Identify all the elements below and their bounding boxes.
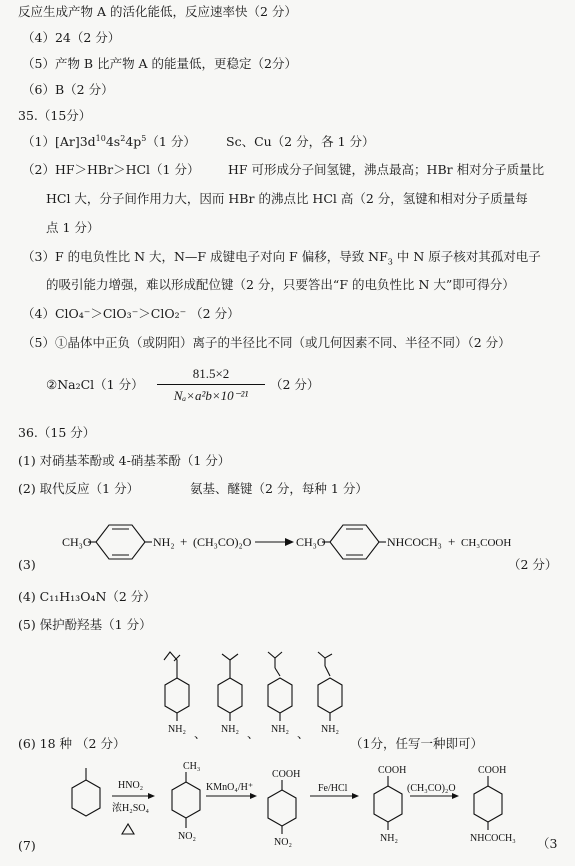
isomer-3 bbox=[268, 652, 292, 735]
answer-35-1: $(1)[Ar]3d^{10}4s^24p^5(1$ 分） bbox=[22, 133, 196, 149]
amino-label: NH₂ bbox=[380, 833, 398, 844]
carboxyl-label: COOH bbox=[272, 769, 301, 780]
reagent-anhydride: (CH₃CO)₂O bbox=[407, 783, 456, 794]
heat-triangle bbox=[122, 824, 134, 834]
product-ring bbox=[474, 786, 502, 822]
reagent-permanganate: KMnO₄/H⁺ bbox=[206, 782, 254, 793]
answer-35-2-order: （2）HF＞HBr＞HCl（1 分） bbox=[22, 162, 200, 177]
arrow-head bbox=[285, 538, 294, 546]
carboxyl-label: COOH bbox=[478, 765, 507, 776]
answer-35-3-cont: 的吸引能力增强，难以形成配位键（2 分，只要答出“F 的电负性比 N 大”即可得分） bbox=[46, 277, 515, 292]
isomer-structures bbox=[150, 648, 370, 748]
benzene-ring bbox=[268, 678, 292, 713]
answer-36-4: (4) C₁₁H₁₃O₄N（2 分） bbox=[18, 589, 156, 604]
aminobenzoic-ring bbox=[374, 786, 402, 822]
answer-6: （6）B（2 分） bbox=[22, 82, 114, 97]
benzene-ring bbox=[96, 525, 145, 559]
nitro-label: NO₂ bbox=[178, 831, 196, 842]
isomer-1 bbox=[164, 652, 189, 735]
product-benzene-ring bbox=[330, 525, 379, 559]
ester-chain bbox=[268, 652, 282, 658]
amino-label: NH₂ bbox=[221, 724, 239, 735]
reaction-3-scheme bbox=[0, 508, 575, 578]
bond bbox=[325, 666, 330, 676]
bond bbox=[275, 668, 280, 676]
benzene-ring bbox=[165, 678, 189, 713]
benzene-ring bbox=[218, 678, 242, 713]
answer-36-7-label: (7) bbox=[18, 838, 36, 853]
answer-5: （5）产物 B 比产物 A 的能量低，更稳定（2分） bbox=[22, 56, 298, 71]
methoxy-label: CH₃O bbox=[62, 535, 92, 549]
nitrotoluene-ring bbox=[172, 782, 200, 818]
ester-chain bbox=[318, 652, 332, 658]
formula-numerator: 81.5×2 bbox=[192, 366, 230, 381]
answer-35-5-2-score: （2 分） bbox=[270, 377, 320, 392]
toluene-ring bbox=[72, 780, 100, 816]
question-35-heading: 35.（15分） bbox=[18, 108, 92, 123]
separator: 、 bbox=[247, 727, 260, 741]
isomer-4 bbox=[318, 652, 342, 735]
answer-35-2-points: 点 1 分） bbox=[46, 220, 100, 235]
carbonyl bbox=[230, 654, 238, 660]
arrow-head bbox=[148, 793, 155, 799]
answer-36-6-score: （1分，任写一种即可） bbox=[350, 736, 483, 751]
answer-35-2-reason: HF 可形成分子间氢键，沸点最高；HBr 相对分子质量比 bbox=[228, 162, 545, 177]
product-methoxy-label: CH₃O bbox=[296, 535, 326, 549]
answer-35-5-2: ②Na₂Cl（1 分） bbox=[46, 377, 144, 392]
anhydride-label: (CH₃CO)₂O bbox=[193, 535, 252, 549]
plus-sign: + bbox=[448, 534, 456, 549]
isomer-2 bbox=[218, 654, 242, 735]
separator: 、 bbox=[297, 727, 310, 741]
acetic-acid-label: CH₃COOH bbox=[461, 537, 512, 549]
ester-chain bbox=[222, 654, 230, 668]
nitro-label: NO₂ bbox=[274, 837, 292, 848]
amino-label: NH₂ bbox=[168, 724, 186, 735]
answer-35-4: （4）ClO₄⁻＞ClO₃⁻＞ClO₂⁻ （2 分） bbox=[22, 306, 240, 321]
acetamide-label: NHCOCH₃ bbox=[470, 833, 516, 844]
answer-35-1-elements: Sc、Cu（2 分，各 1 分） bbox=[226, 134, 375, 149]
answer-35-3: （3）F 的电负性比 N 大，N—F 成键电子对向 F 偏移，导致 $NF_3$ 中 N 原子核对其孤对电子 bbox=[22, 249, 541, 267]
answer-36-2: (2) 取代反应（1 分） bbox=[18, 481, 140, 496]
amino-label: NH₂ bbox=[271, 724, 289, 735]
synthesis-route bbox=[0, 758, 575, 866]
arrow-head bbox=[250, 793, 257, 799]
amino-label: NH₂ bbox=[153, 535, 175, 549]
answer-35-2-reason-cont: HCl 大，分子间作用力大，因而 HBr 的沸点比 HCl 高（2 分，氢键和相对分子质量每 bbox=[46, 191, 528, 206]
reagent-nitric-acid: HNO₂ bbox=[118, 780, 144, 791]
separator: 、 bbox=[194, 727, 207, 741]
ester-chain bbox=[164, 652, 177, 670]
answer-35-5-1: （5）①晶体中正负（或阴阳）离子的半径比不同（或几何因素不同、半径不同）（2 分） bbox=[22, 335, 511, 350]
answer-4: （4）24（2 分） bbox=[22, 30, 121, 45]
nitrobenzoic-ring bbox=[268, 790, 296, 826]
answer-36-7-score: （3 bbox=[537, 836, 558, 851]
answer-36-1: (1) 对硝基苯酚或 4-硝基苯酚（1 分） bbox=[18, 453, 231, 468]
acetamide-label: NHCOCH₃ bbox=[387, 535, 442, 549]
plus-sign: + bbox=[180, 534, 188, 549]
formula-denominator: Nₐ×a²b×10⁻²¹ bbox=[173, 388, 249, 403]
density-formula bbox=[155, 366, 267, 404]
arrow-head bbox=[352, 793, 359, 799]
reagent-sulfuric-acid: 浓H₂SO₄ bbox=[112, 803, 149, 814]
answer-36-3-score: （2 分） bbox=[508, 557, 558, 572]
answer-36-5: (5) 保护酚羟基（1 分） bbox=[18, 617, 152, 632]
answer-36-2-groups: 氨基、醚键（2 分，每种 1 分） bbox=[190, 481, 368, 496]
answer-36-3-label: (3) bbox=[18, 557, 36, 572]
amino-label: NH₂ bbox=[321, 724, 339, 735]
methyl-label: CH₃ bbox=[183, 761, 201, 772]
line-activation-energy: 反应生成产物 A 的活化能低，反应速率快（2 分） bbox=[18, 4, 297, 19]
benzene-ring bbox=[318, 678, 342, 713]
answer-36-6: (6) 18 种 （2 分） bbox=[18, 736, 126, 751]
carboxyl-label: COOH bbox=[378, 765, 407, 776]
reagent-iron-hcl: Fe/HCl bbox=[318, 783, 348, 794]
question-36-heading: 36.（15 分） bbox=[18, 425, 96, 440]
